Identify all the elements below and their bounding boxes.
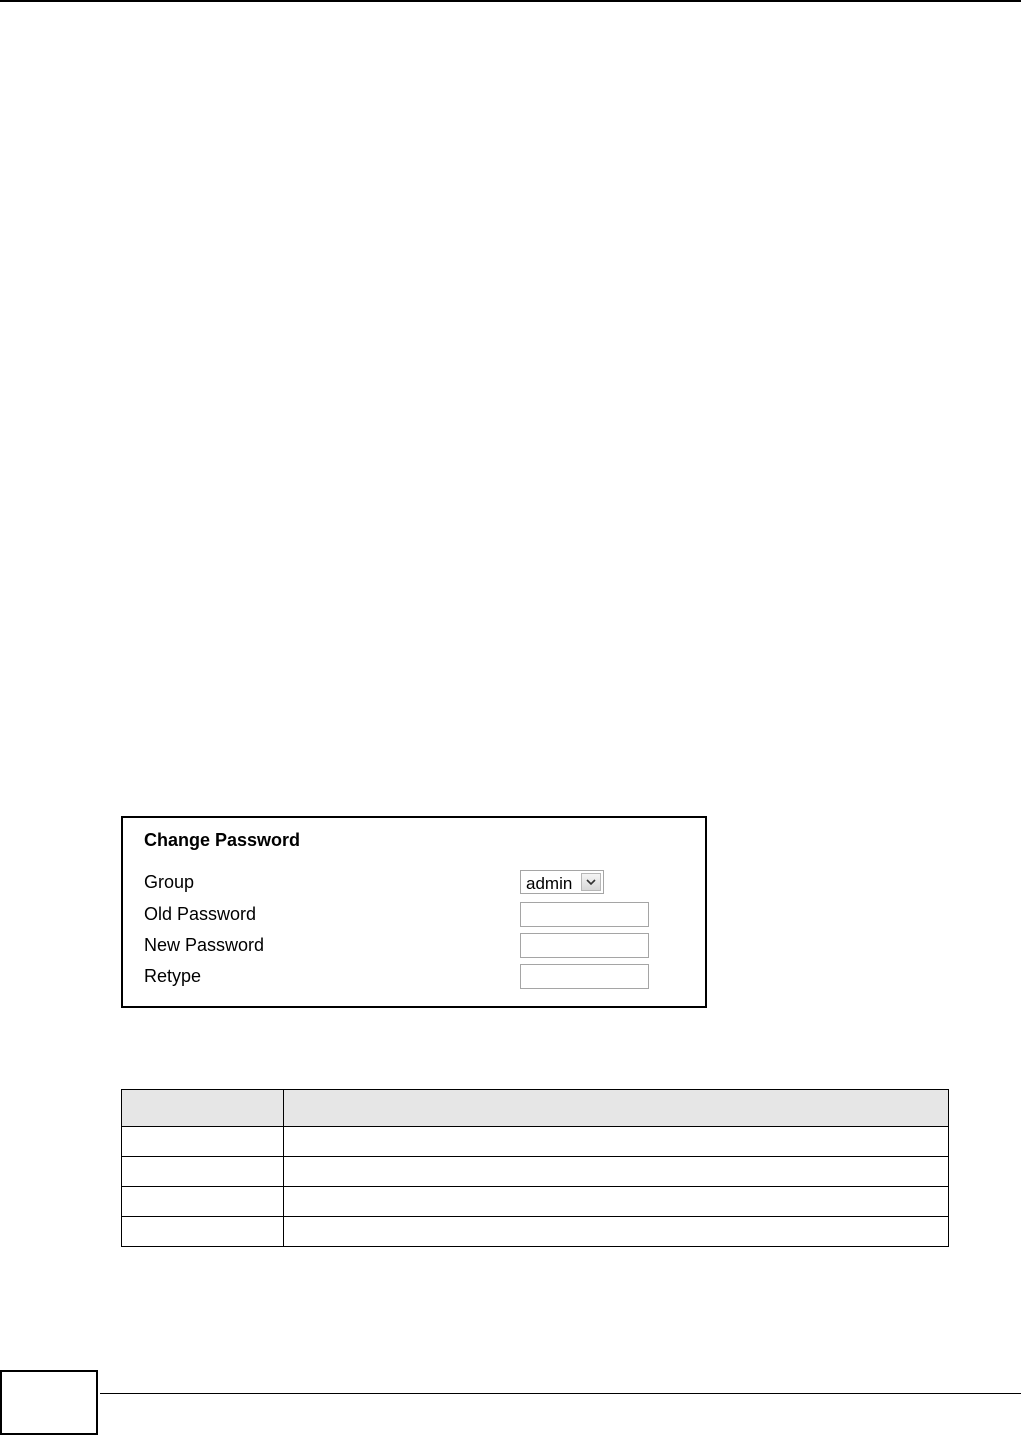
group-label: Group bbox=[144, 872, 195, 892]
header-rule bbox=[0, 0, 1021, 2]
table-cell-label bbox=[122, 1157, 284, 1187]
table-cell-description bbox=[284, 1127, 949, 1157]
table-cell-description bbox=[284, 1157, 949, 1187]
field-description-table bbox=[121, 1089, 949, 1247]
table-cell-label bbox=[122, 1187, 284, 1217]
group-select-value: admin bbox=[526, 874, 573, 893]
table-cell-description bbox=[284, 1217, 949, 1247]
group-select[interactable] bbox=[520, 870, 604, 894]
retype-password-field[interactable] bbox=[520, 964, 649, 989]
screen-title: Change Password bbox=[144, 830, 301, 850]
table-header-row bbox=[122, 1090, 949, 1127]
table-row bbox=[122, 1217, 949, 1247]
new-password-field[interactable] bbox=[520, 933, 649, 958]
table-header-description bbox=[284, 1090, 949, 1127]
table-cell-description bbox=[284, 1187, 949, 1217]
retype-label: Retype bbox=[144, 966, 202, 986]
change-password-screen bbox=[121, 816, 707, 1008]
old-password-field[interactable] bbox=[520, 902, 649, 927]
footer-rule bbox=[100, 1393, 1021, 1394]
old-password-label: Old Password bbox=[144, 904, 257, 924]
new-password-label: New Password bbox=[144, 935, 265, 955]
table-cell-label bbox=[122, 1127, 284, 1157]
table-row bbox=[122, 1127, 949, 1157]
table-header-label bbox=[122, 1090, 284, 1127]
chevron-down-icon[interactable] bbox=[581, 873, 601, 891]
table-row bbox=[122, 1187, 949, 1217]
table-row bbox=[122, 1157, 949, 1187]
page-number-box bbox=[0, 1370, 98, 1435]
table-cell-label bbox=[122, 1217, 284, 1247]
